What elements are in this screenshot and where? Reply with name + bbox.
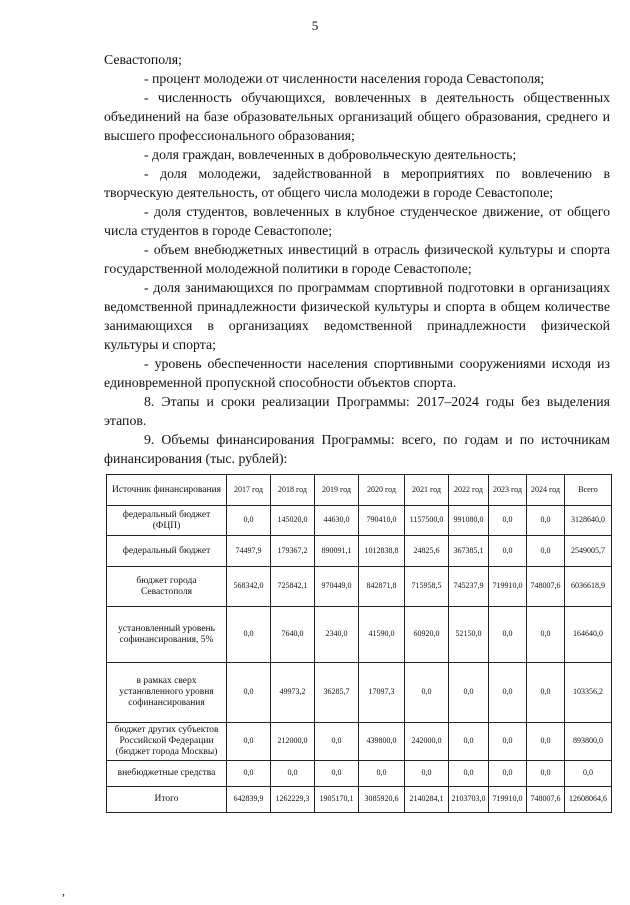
table-cell: 0,0: [527, 607, 565, 663]
table-cell: 0,0: [405, 663, 449, 723]
table-cell: 0,0: [489, 607, 527, 663]
paragraph: - доля занимающихся по программам спортивной подготовки в организациях ведомственной принадлежности физической культуры и спорта в общем количестве занимающихся в организациях ведомственной принадлежности физической культуры и спорта;: [104, 280, 610, 352]
table-cell: 0,0: [405, 761, 449, 787]
table-row: [107, 663, 612, 723]
table-cell: 0,0: [527, 761, 565, 787]
paragraph: - уровень обеспеченности населения спортивными сооружениями исходя из единовременной пропускной способности объектов спорта.: [104, 356, 610, 390]
financing-table-wrapper: [106, 474, 611, 813]
row-label: в рамках сверх установленного уровня софинансирования: [107, 663, 227, 723]
table-cell: 0,0: [227, 607, 271, 663]
table-cell: 0,0: [489, 663, 527, 723]
table-cell: 0,0: [527, 506, 565, 536]
table-cell: 2140284,1: [405, 787, 449, 813]
table-cell: 0,0: [359, 761, 405, 787]
column-header: 2023 год: [489, 475, 527, 506]
table-cell: 719910,0: [489, 787, 527, 813]
paragraph: - численность обучающихся, вовлеченных в деятельность общественных объединений на базе образовательных организаций общего образования, среднего и высшего профессионального образования;: [104, 90, 610, 143]
body-text: [104, 50, 610, 468]
table-cell: 0,0: [271, 761, 315, 787]
table-cell: 103356,2: [565, 663, 612, 723]
paragraph: - объем внебюджетных инвестиций в отрасль физической культуры и спорта государственной молодежной политики в городе Севастополе;: [104, 242, 610, 276]
row-label: установленный уровень софинансирования, 5%: [107, 607, 227, 663]
table-cell: 748007,6: [527, 567, 565, 607]
row-label: бюджет города Севастополя: [107, 567, 227, 607]
table-cell: 0,0: [489, 536, 527, 567]
table-cell: 0,0: [227, 506, 271, 536]
table-header-row: [107, 475, 612, 506]
column-header: 2020 год: [359, 475, 405, 506]
table-cell: 439800,0: [359, 723, 405, 761]
table-cell: 12608064,6: [565, 787, 612, 813]
financing-table: [106, 474, 612, 813]
table-cell: 49973,2: [271, 663, 315, 723]
table-cell: 970449,0: [315, 567, 359, 607]
table-cell: 1262229,3: [271, 787, 315, 813]
table-cell: 0,0: [489, 723, 527, 761]
column-header: 2022 год: [449, 475, 489, 506]
table-cell: 0,0: [527, 663, 565, 723]
table-row: [107, 723, 612, 761]
table-cell: 0,0: [565, 761, 612, 787]
table-row: [107, 536, 612, 567]
table-cell: 0,0: [527, 723, 565, 761]
table-cell: 74497,9: [227, 536, 271, 567]
table-cell: 642839,9: [227, 787, 271, 813]
table-cell: 0,0: [227, 761, 271, 787]
table-cell: 0,0: [449, 761, 489, 787]
paragraph: 9. Объемы финансирования Программы: всего, по годам и по источникам финансирования (тыс. рублей):: [104, 432, 610, 466]
table-cell: 164640,0: [565, 607, 612, 663]
paragraph: - доля граждан, вовлеченных в добровольческую деятельность;: [144, 147, 517, 162]
corner-mark: ,: [62, 884, 65, 898]
table-cell: 179367,2: [271, 536, 315, 567]
table-cell: 52150,0: [449, 607, 489, 663]
table-cell: 41590,0: [359, 607, 405, 663]
table-cell: 0,0: [227, 663, 271, 723]
table-cell: 36285,7: [315, 663, 359, 723]
table-cell: 24825,6: [405, 536, 449, 567]
table-cell: 568342,0: [227, 567, 271, 607]
paragraph: - доля студентов, вовлеченных в клубное студенческое движение, от общего числа студентов в городе Севастополе;: [104, 204, 610, 238]
row-label: федеральный бюджет (ФЦП): [107, 506, 227, 536]
table-cell: 17097,3: [359, 663, 405, 723]
table-cell: 2549005,7: [565, 536, 612, 567]
table-cell: 212000,0: [271, 723, 315, 761]
table-cell: 725842,1: [271, 567, 315, 607]
table-cell: 3128640,0: [565, 506, 612, 536]
paragraph: - доля молодежи, задействованной в мероприятиях по вовлечению в творческую деятельность, от общего числа молодежи в городе Севастополе;: [104, 166, 610, 200]
table-cell: 0,0: [227, 723, 271, 761]
table-cell: 0,0: [489, 506, 527, 536]
table-cell: 991080,0: [449, 506, 489, 536]
table-cell: 367385,1: [449, 536, 489, 567]
table-row: [107, 506, 612, 536]
page-number: 5: [311, 18, 319, 33]
table-cell: 0,0: [449, 723, 489, 761]
table-cell: 6036618,9: [565, 567, 612, 607]
table-cell: 893800,0: [565, 723, 612, 761]
table-cell: 7640,0: [271, 607, 315, 663]
table-cell: 890091,1: [315, 536, 359, 567]
column-header: 2019 год: [315, 475, 359, 506]
table-cell: 842871,8: [359, 567, 405, 607]
column-header: 2018 год: [271, 475, 315, 506]
row-label: бюджет других субъектов Российской Федерации (бюджет города Москвы): [107, 723, 227, 761]
column-header: Всего: [565, 475, 612, 506]
column-header-source: Источник финансирования: [107, 475, 227, 506]
table-cell: 790410,0: [359, 506, 405, 536]
table-cell: 715958,5: [405, 567, 449, 607]
row-label: внебюджетные средства: [107, 761, 227, 787]
paragraph: - процент молодежи от численности населения города Севастополя;: [144, 71, 545, 86]
table-cell: 0,0: [527, 536, 565, 567]
table-cell: 1012838,8: [359, 536, 405, 567]
table-cell: 0,0: [449, 663, 489, 723]
table-row: [107, 787, 612, 813]
table-row: [107, 761, 612, 787]
table-cell: 2340,0: [315, 607, 359, 663]
table-row: [107, 607, 612, 663]
table-cell: 242000,0: [405, 723, 449, 761]
column-header: 2024 год: [527, 475, 565, 506]
row-label: Итого: [107, 787, 227, 813]
table-cell: 745237,9: [449, 567, 489, 607]
table-cell: 3085920,6: [359, 787, 405, 813]
table-cell: 2103703,0: [449, 787, 489, 813]
paragraph: Севастополя;: [104, 52, 182, 67]
paragraph: 8. Этапы и сроки реализации Программы: 2017–2024 годы без выделения этапов.: [104, 394, 610, 428]
table-cell: 748007,6: [527, 787, 565, 813]
table-cell: 0,0: [489, 761, 527, 787]
table-cell: 1905170,1: [315, 787, 359, 813]
table-cell: 44630,0: [315, 506, 359, 536]
column-header: 2017 год: [227, 475, 271, 506]
table-cell: 719910,0: [489, 567, 527, 607]
row-label: федеральный бюджет: [107, 536, 227, 567]
table-cell: 1157500,0: [405, 506, 449, 536]
column-header: 2021 год: [405, 475, 449, 506]
table-cell: 0,0: [315, 761, 359, 787]
table-row: [107, 567, 612, 607]
table-cell: 60920,0: [405, 607, 449, 663]
table-cell: 145020,0: [271, 506, 315, 536]
table-cell: 0,0: [315, 723, 359, 761]
